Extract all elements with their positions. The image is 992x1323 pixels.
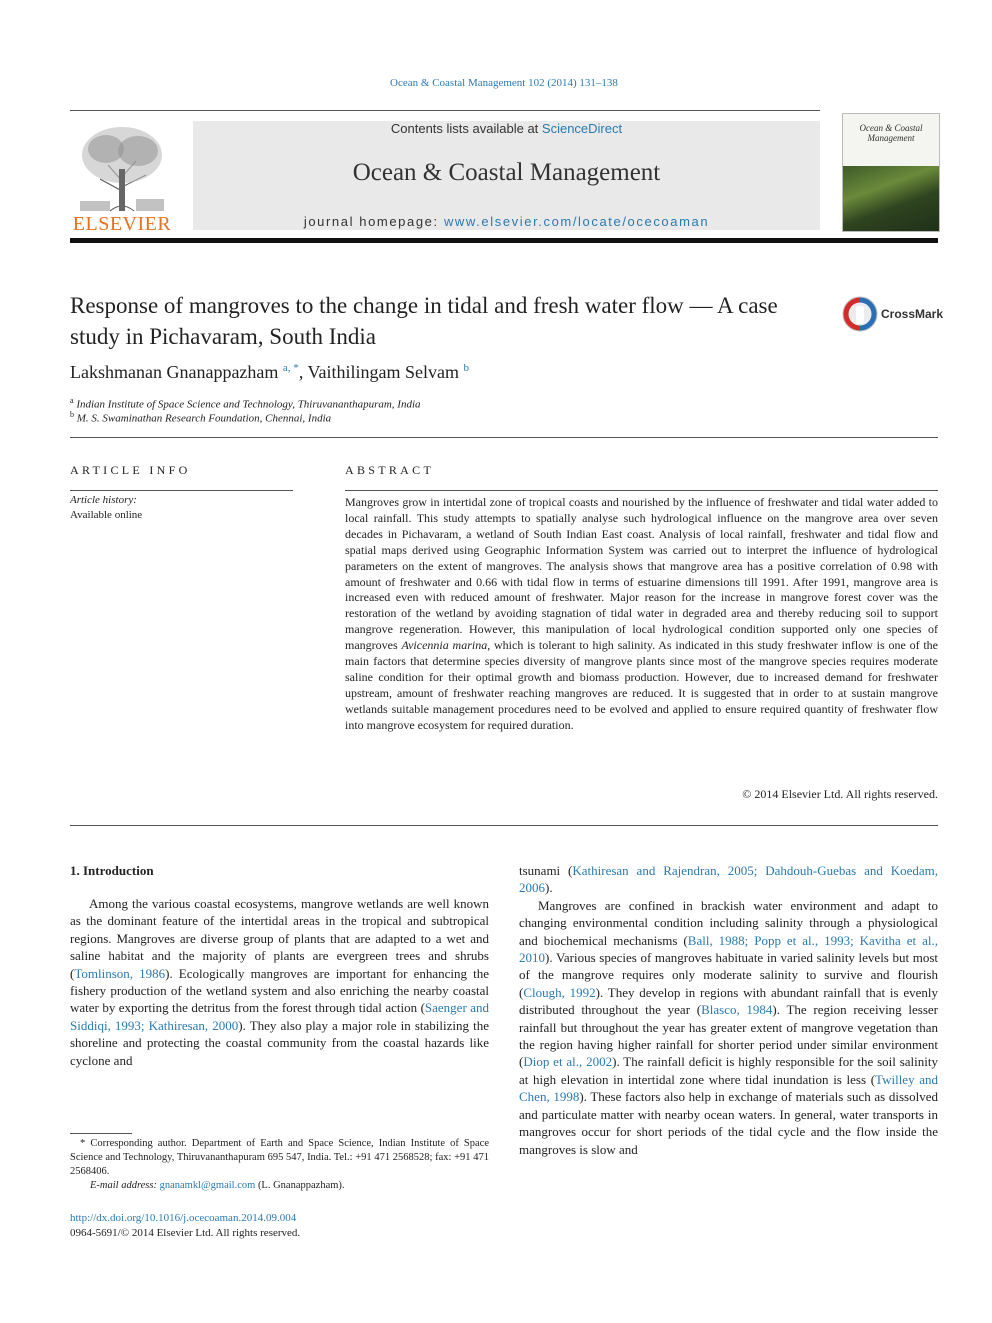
author-name[interactable]: Vaithilingam Selvam	[307, 362, 459, 382]
abstract-text: Mangroves grow in intertidal zone of tropical coasts and nourished by the influence of freshwater and tidal water added to local rainfall. This study attempts to spatially analyse such hydrological influence on the mangrove area over seven decades in Pichavaram, a wetland of South Indian East coast. Analysis of local rainfall, freshwater and tidal flow and spatial maps derived using Geographic Information System was carried out to interpret the influence of hydrological parameters on the extent of mangroves. The analysis shows that mangrove area has a positive correlation of 0.98 with amount of freshwater and 0.66 with tidal flow in terms of estuarine dimensions till 1991. After 1991, mangrove area is increased even with reduced amount of freshwater. Major reason for the increase in mangrove forest cover was the restoration of the wetland by avoiding stagnation of tidal water in degraded area and thereby reducing soil to support mangrove regeneration. However, this manipulation of local hydrological condition supported only one species of mangroves	[345, 495, 938, 653]
author-marks[interactable]: b	[463, 362, 469, 374]
reference-link[interactable]: Tomlinson, 1986	[74, 965, 166, 981]
text: tsunami (	[519, 863, 573, 878]
reference-link[interactable]: Diop et al., 2002	[523, 1054, 613, 1070]
abstract-copyright: © 2014 Elsevier Ltd. All rights reserved.	[742, 787, 938, 801]
abstract-bottom-rule	[70, 825, 938, 826]
article-history-label: Article history:	[70, 494, 137, 506]
contents-prefix: Contents lists available at	[390, 121, 542, 136]
paragraph	[519, 897, 938, 1158]
journal-citation[interactable]: Ocean & Coastal Management 102 (2014) 131–138	[390, 77, 618, 89]
text: ). The region receiving lesser rainfall but throughout the year has greater extent of mangrove vegetation than the region having higher rainfall for shorter period under similar environment (	[519, 1002, 938, 1070]
elsevier-tree-icon	[70, 121, 174, 213]
journal-cover	[842, 113, 940, 232]
journal-homepage	[193, 214, 820, 229]
header-rule-thick	[70, 238, 938, 243]
author-list: Lakshmanan Gnanappazham $^{a, *}$, Vaithilingam Selvam $^b$	[70, 362, 469, 382]
journal-title: Ocean & Coastal Management	[352, 159, 661, 186]
text: Among the various coastal ecosystems, mangrove wetlands are well known as the dominant feature of the intertidal areas in the tropical and subtropical regions. Mangroves are diverse group of plants that are adapted to a wet and saline habitat and the majority of plants are evergreen trees and shrubs (	[70, 896, 489, 981]
crossmark-button[interactable]	[842, 296, 942, 336]
text: Mangroves are confined in brackish water environment and adapt to changing environmental condition including salinity through a physiological and biochemical mechanisms (	[519, 897, 938, 948]
paragraph	[519, 862, 938, 897]
text: ). They develop in regions with abundant rainfall that is evenly distributed throughout the year (	[519, 984, 939, 1018]
paragraph	[70, 895, 489, 1069]
section-heading-introduction: 1. Introduction	[70, 863, 154, 878]
affiliation-text: Indian Institute of Space Science and Technology, Thiruvananthapuram, India	[76, 398, 421, 411]
intro-left-column	[70, 895, 489, 1069]
elsevier-wordmark: ELSEVIER	[72, 213, 172, 235]
reference-link[interactable]: Blasco, 1984	[701, 1002, 773, 1018]
article-title: Response of mangroves to the change in tidal and fresh water flow — A case study in Pichavaram, South India	[70, 293, 778, 349]
header-rule-top	[70, 110, 820, 111]
affiliation-text: M. S. Swaminathan Research Foundation, Chennai, India	[76, 412, 332, 425]
email-suffix: (L. Gnanappazham).	[255, 1180, 345, 1191]
reference-link[interactable]: Saenger and Siddiqi, 1993; Kathiresan, 2000	[70, 1000, 489, 1033]
homepage-prefix: journal homepage:	[303, 214, 444, 229]
species-name: Avicennia marina	[401, 638, 488, 653]
affiliation	[70, 396, 421, 411]
reference-link[interactable]: Clough, 1992	[523, 984, 596, 1000]
text: ). Various species of mangroves habituate in varied salinity levels but most of the mangrove requires only moderate salinity to survive and flourish (	[519, 950, 938, 1000]
article-info-heading: ARTICLE INFO	[70, 463, 191, 477]
cover-image	[843, 166, 939, 231]
reference-link[interactable]: Kathiresan and Rajendran, 2005; Dahdouh-Guebas and Koedam, 2006	[519, 863, 938, 896]
article-info-rule	[70, 490, 293, 491]
crossmark-label: CrossMark	[881, 307, 944, 321]
cover-title: Ocean & Coastal Management	[859, 123, 923, 143]
email-label: E-mail address:	[90, 1180, 160, 1191]
text: ). The rainfall deficit is highly responsible for the soil salinity at high elevation in intertidal zone where tidal inundation is less (	[519, 1054, 939, 1087]
elsevier-logo	[70, 121, 174, 233]
author-marks[interactable]: a, *	[282, 362, 299, 374]
affiliation-mark: a	[70, 396, 74, 405]
author-name[interactable]: Lakshmanan Gnanappazham	[70, 362, 279, 382]
text: ). These factors also help in exchange of materials such as dissolved and particulate matter with nearby ocean waters. In general, water transports in mangroves occur for short periods of the tidal cycle and the flow inside the mangroves is slow and	[519, 1089, 938, 1157]
abstract-text: , which is tolerant to high salinity. As indicated in this study freshwater inflow is one of the main factors that determine species diversity of mangrove plants since most of the mangrove species requires moderate saline condition for their optimal growth and biomass production. However, due to increased demand for freshwater upstream, amount of freshwater reaching mangroves are reduced. It is suggested that in order to at sustain mangrove wetlands suitable management procedures need to be evolved and applied to ensure required quantity of freshwater flow into mangrove ecosystem for required duration.	[345, 638, 939, 732]
article-history-value: Available online	[70, 509, 143, 521]
journal-banner	[193, 121, 820, 230]
affiliation-mark: b	[70, 410, 74, 419]
issn-line: 0964-5691/© 2014 Elsevier Ltd. All rights reserved.	[70, 1227, 301, 1239]
sciencedirect-link[interactable]: ScienceDirect	[541, 121, 623, 136]
text: ). Ecologically mangroves are important for enhancing the fishery production of the wetland system and also enriching the nearby coastal water by exporting the detritus from the forest through tidal action (	[70, 965, 489, 1016]
reference-link[interactable]: Ball, 1988; Popp et al., 1993; Kavitha et al., 2010	[519, 932, 938, 966]
email-link[interactable]: gnanamkl@gmail.com	[159, 1180, 256, 1191]
crossmark-icon	[842, 296, 878, 332]
corresponding-author-note: * Corresponding author. Department of Earth and Space Science, Indian Institute of Space Science and Technology, Thiruvananthapuram 695 547, India. Tel.: +91 471 2568528; fax: +91 471 2568406.	[70, 1138, 489, 1177]
email-line	[70, 1179, 489, 1193]
abstract-body	[345, 495, 938, 734]
text: ).	[545, 880, 553, 896]
contents-line	[193, 121, 820, 136]
homepage-link[interactable]: www.elsevier.com/locate/ocecoaman	[443, 214, 710, 229]
reference-link[interactable]: Twilley and Chen, 1998	[519, 1071, 939, 1105]
abstract-heading: ABSTRACT	[345, 463, 435, 477]
text: ). They also play a major role in stabilizing the shoreline and protecting the coastal community from the coastal hazards like cyclone and	[70, 1017, 489, 1068]
abstract-rule	[345, 490, 938, 491]
authors-rule	[70, 437, 938, 438]
affiliation	[70, 410, 331, 425]
intro-right-column	[519, 862, 938, 1158]
footnote	[70, 1137, 489, 1193]
doi-link[interactable]: http://dx.doi.org/10.1016/j.ocecoaman.2014.09.004	[70, 1212, 297, 1224]
footnote-rule	[70, 1133, 132, 1134]
